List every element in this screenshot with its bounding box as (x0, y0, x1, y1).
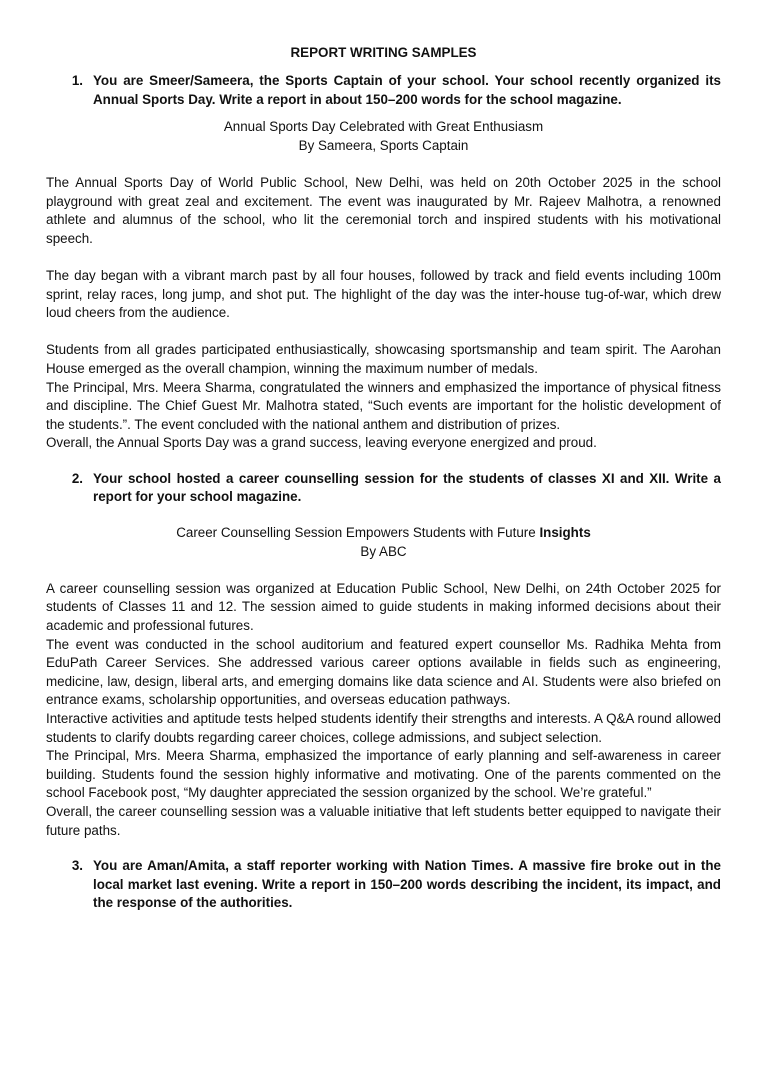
report-byline: By Sameera, Sports Captain (298, 137, 469, 153)
report-headline: Career Counselling Session Empowers Students with Future Insights (176, 525, 591, 541)
report-heading (46, 118, 721, 155)
question-prompt: You are Aman/Amita, a staff reporter working with Nation Times. A massive fire broke out in the local market last evening. Write a report in 150–200 words describing the incident, its impact, and the response of the authorities. (93, 858, 721, 911)
report-paragraph: The Principal, Mrs. Meera Sharma, congratulated the winners and emphasized the importance of physical fitness and discipline. The Chief Guest Mr. Malhotra stated, “Such events are important for the holistic development of the students.”. The event concluded with the national anthem and distribution of prizes. (46, 379, 721, 432)
report-paragraph: Overall, the career counselling session was a valuable initiative that left students better equipped to navigate their future paths. (46, 803, 721, 838)
report-byline: By ABC (360, 543, 407, 559)
question-2 (46, 470, 721, 507)
question-number: 1. (71, 73, 83, 88)
report-paragraph: The Annual Sports Day of World Public School, New Delhi, was held on 20th October 2025 in the school playground with great zeal and excitement. The event was inaugurated by Mr. Rajeev Malhotra, a renowned athlete and alumnus of the school, who lit the ceremonial torch and inspired students with his motivational speech. (46, 174, 721, 246)
report-paragraph: The Principal, Mrs. Meera Sharma, emphasized the importance of early planning and self-awareness in career building. Students found the session highly informative and motivating. One of the parents commented on the school Facebook post, “My daughter appreciated the session organized by the school. We’re grateful.” (46, 748, 721, 801)
report-heading (46, 524, 721, 561)
report-headline: Annual Sports Day Celebrated with Great Enthusiasm (223, 119, 544, 135)
report-paragraph: The event was conducted in the school auditorium and featured expert counsellor Ms. Radhika Mehta from EduPath Career Services. She addressed various career options available in fields such as engineering, medicine, law, design, liberal arts, and emerging domains like data science and AI. Students were also briefed on entrance exams, scholarship opportunities, and overseas education pathways. (46, 636, 721, 708)
report-paragraph: The day began with a vibrant march past by all four houses, followed by track and field events including 100m sprint, relay races, long jump, and shot put. The highlight of the day was the inter-house tug-of-war, which drew loud cheers from the audience. (46, 267, 721, 321)
question-prompt: Your school hosted a career counselling session for the students of classes XI and XII. Write a report for your school magazine. (93, 470, 721, 505)
question-prompt: You are Smeer/Sameera, the Sports Captain of your school. Your school recently organized its Annual Sports Day. Write a report in about 150–200 words for the school magazine. (93, 73, 721, 107)
question-number: 2. (71, 470, 83, 486)
question-1 (46, 72, 721, 109)
question-number: 3. (71, 858, 83, 874)
document-page (0, 44, 768, 1068)
document-title: REPORT WRITING SAMPLES (290, 45, 477, 60)
question-3 (46, 857, 721, 913)
report-paragraph: Students from all grades participated enthusiastically, showcasing sportsmanship and team spirit. The Aarohan House emerged as the overall champion, winning the maximum number of medals. (46, 342, 721, 376)
report-paragraph: Overall, the Annual Sports Day was a grand success, leaving everyone energized and proud. (46, 435, 597, 451)
report-paragraph: Interactive activities and aptitude tests helped students identify their strengths and interests. A Q&A round allowed students to clarify doubts regarding career choices, college admissions, and subject selection. (46, 711, 721, 745)
report-paragraph: A career counselling session was organized at Education Public School, New Delhi, on 24th October 2025 for students of Classes 11 and 12. The session aimed to guide students in making informed decisions about their academic and professional futures. (46, 580, 721, 634)
